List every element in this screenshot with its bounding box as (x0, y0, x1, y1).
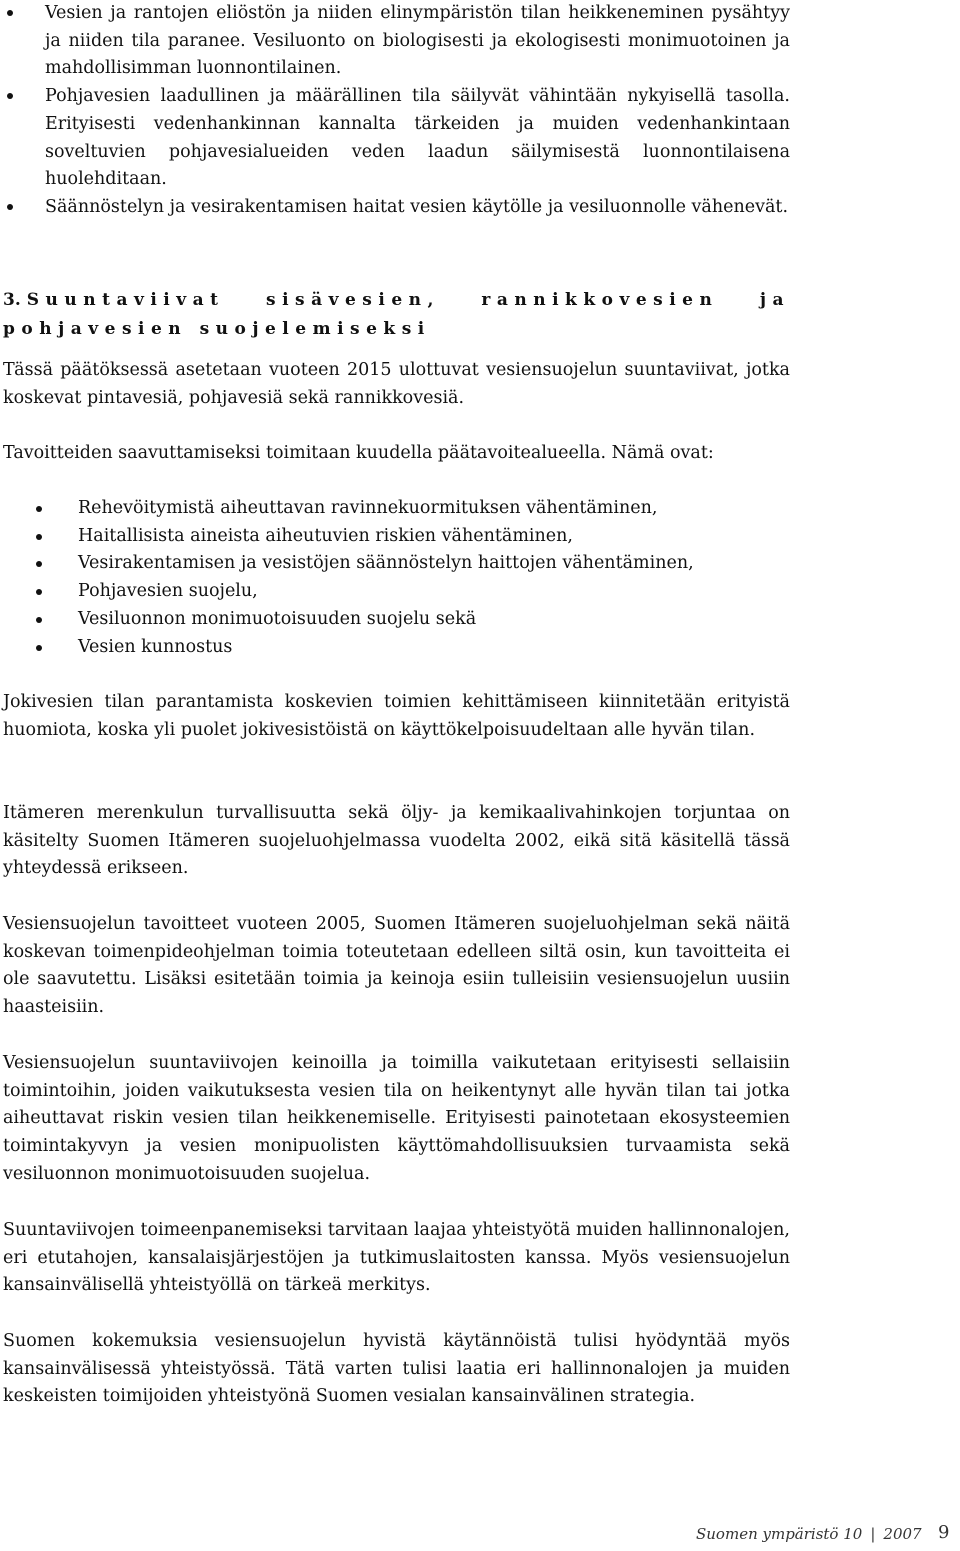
footer-publication: Suomen ympäristö (696, 1525, 839, 1543)
paragraph-targets-2005: Vesiensuojelun tavoitteet vuoteen 2005, Suomen Itämeren suojeluohjelman sekä näitä koskevan toimenpideohjelman toimia toteutetaan edelleen siltä osin, kun tavoitteita ei ole saavutettu. Lisäksi esitetään toimia ja keinoja esiin tulleisiin vesiensuojelun uusiin haasteisiin. (3, 914, 790, 1018)
list-item: Vesien ja rantojen eliöstön ja niiden elinympäristön tilan heikkeneminen pysähtyy ja niiden tila paranee. Vesiluonto on biologisesti ja ekologisesti monimuotoinen ja mahdollisimman luonnontilainen. (3, 0, 790, 83)
goals-bullet-list (36, 495, 790, 661)
section-number: 3. (3, 290, 21, 311)
list-item: Vesien kunnostus (36, 634, 790, 662)
page-number: 9 (938, 1522, 950, 1543)
list-item: Pohjavesien suojelu, (36, 578, 790, 606)
paragraph-goals-lead: Tavoitteiden saavuttamiseksi toimitaan kuudella päätavoitealueella. Nämä ovat: (3, 443, 714, 463)
list-item: Vesirakentamisen ja vesistöjen säännöstelyn haittojen vähentäminen, (36, 550, 790, 578)
list-item: Pohjavesien laadullinen ja määrällinen tila säilyvät vähintään nykyisellä tasolla. Erityisesti vedenhankinnan kannalta tärkeiden ja muiden vedenhankintaan soveltuvien pohjavesialueiden veden laadun säilymisestä luonnontilaisena huolehditaan. (3, 83, 790, 194)
list-item: Vesiluonnon monimuotoisuuden suojelu sekä (36, 606, 790, 634)
page-footer (696, 1525, 922, 1543)
footer-issue: 10 (843, 1525, 863, 1543)
list-item: Haitallisista aineista aiheutuvien riskien vähentäminen, (36, 523, 790, 551)
section-heading (3, 286, 790, 344)
paragraph-intro: Tässä päätöksessä asetetaan vuoteen 2015 ulottuvat vesiensuojelun suuntaviivat, jotka koskevat pintavesiä, pohjavesiä sekä rannikkovesiä. (3, 360, 790, 408)
objectives-bullet-list (3, 0, 790, 222)
paragraph-focus: Vesiensuojelun suuntaviivojen keinoilla ja toimilla vaikutetaan erityisesti sellaisiin toimintoihin, joiden vaikutuksesta vesien tila on heikentynyt alle hyvän tilan tai jotka aiheuttavat riskin vesien tilan heikkenemiselle. Erityisesti painotetaan ekosysteemien toimintakyvyn ja vesien monipuolisten käyttömahdollisuuksien turvaamista sekä vesiluonnon monimuotoisuuden suojelua. (3, 1053, 790, 1184)
list-item: Säännöstelyn ja vesirakentamisen haitat vesien käytölle ja vesiluonnolle vähenevät. (3, 194, 790, 222)
footer-year: 2007 (883, 1525, 922, 1543)
paragraph-rivers: Jokivesien tilan parantamista koskevien toimien kehittämiseen kiinnitetään erityistä huomiota, koska yli puolet jokivesistöistä on käyttökelpoisuudeltaan alle hyvän tilan. (3, 692, 790, 740)
paragraph-baltic: Itämeren merenkulun turvallisuutta sekä öljy- ja kemikaalivahinkojen torjuntaa on käsitelty Suomen Itämeren suojeluohjelmassa vuodelta 2002, eikä sitä käsitellä tässä yhteydessä erikseen. (3, 803, 790, 879)
paragraph-international: Suomen kokemuksia vesiensuojelun hyvistä käytännöistä tulisi hyödyntää myös kansainvälisessä yhteistyössä. Tätä varten tulisi laatia eri hallinnonalojen ja muiden keskeisten toimijoiden yhteistyönä Suomen vesialan kansainvälinen strategia. (3, 1331, 790, 1407)
section-title: Suuntaviivat sisävesien, rannikkovesien ja pohjavesien suojelemiseksi (3, 290, 790, 340)
footer-separator: | (870, 1525, 876, 1543)
paragraph-cooperation: Suuntaviivojen toimeenpanemiseksi tarvitaan laajaa yhteistyötä muiden hallinnonalojen, eri etutahojen, kansalaisjärjestöjen ja tutkimuslaitosten kanssa. Myös vesiensuojelun kansainvälisellä yhteistyöllä on tärkeä merkitys. (3, 1220, 790, 1296)
list-item: Rehevöitymistä aiheuttavan ravinnekuormituksen vähentäminen, (36, 495, 790, 523)
